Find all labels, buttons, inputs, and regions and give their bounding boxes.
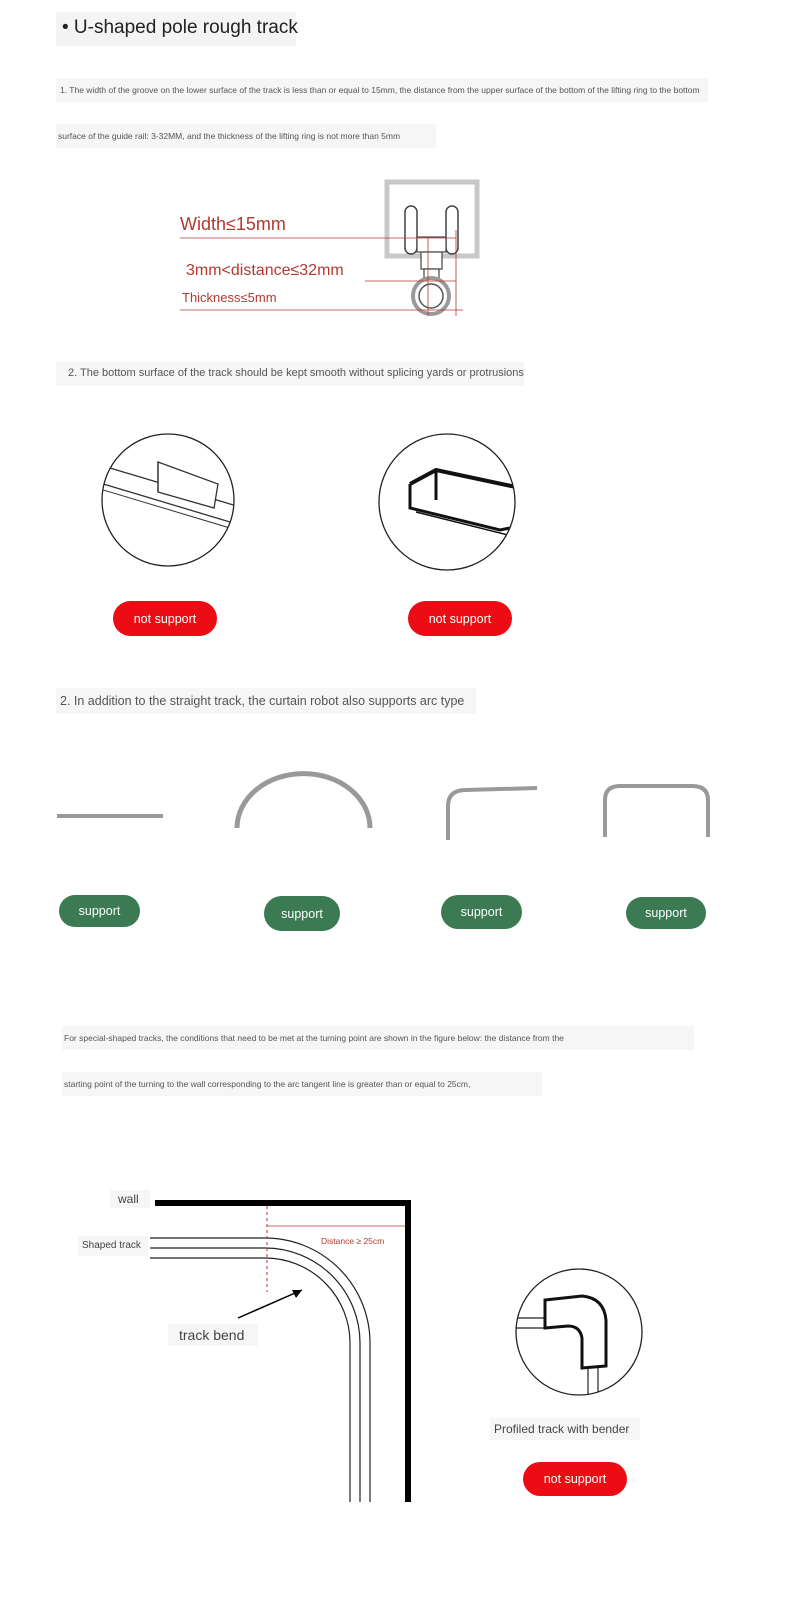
- special-track-line-2: starting point of the turning to the wall corresponding to the arc tangent line is greater than or equal to 25cm,: [64, 1079, 471, 1089]
- support-badge: support: [626, 897, 706, 929]
- requirement-line-2: surface of the guide rail: 3-32MM, and the thickness of the lifting ring is not more than 5mm: [58, 131, 401, 141]
- arc-type-heading: 2. In addition to the straight track, the curtain robot also supports arc type: [60, 694, 465, 708]
- requirement-line-1: 1. The width of the groove on the lower surface of the track is less than or equal to 15mm, the distance from the upper surface of the bottom of the lifting ring to the bottom: [60, 85, 700, 95]
- support-badge: support: [59, 895, 140, 927]
- bender-closeup: [510, 1296, 606, 1602]
- distance-requirement-label: Distance ≥ 25cm: [321, 1236, 385, 1246]
- special-track-line-1: For special-shaped tracks, the conditions that need to be met at the turning point are shown in the figure below: the distance from the: [64, 1033, 564, 1043]
- support-badge: support: [441, 895, 522, 929]
- track-bend-arrow: [238, 1290, 302, 1318]
- track-bend-label: track bend: [179, 1327, 245, 1343]
- shaped-track-label: Shaped track: [82, 1240, 141, 1251]
- page-title: • U-shaped pole rough track: [62, 17, 298, 38]
- support-badge: support: [264, 896, 340, 931]
- bender-caption: Profiled track with bender: [494, 1422, 630, 1436]
- width-label: Width≤15mm: [180, 214, 286, 234]
- distance-label: 3mm<distance≤32mm: [186, 262, 344, 279]
- smooth-surface-heading: 2. The bottom surface of the track should be kept smooth without splicing yards or protrusions: [68, 367, 524, 379]
- wall-label: wall: [118, 1192, 139, 1206]
- not-support-badge: not support: [523, 1462, 627, 1496]
- thickness-label: Thickness≤5mm: [182, 290, 277, 305]
- not-support-badge: not support: [113, 601, 217, 636]
- not-support-badge: not support: [408, 601, 512, 636]
